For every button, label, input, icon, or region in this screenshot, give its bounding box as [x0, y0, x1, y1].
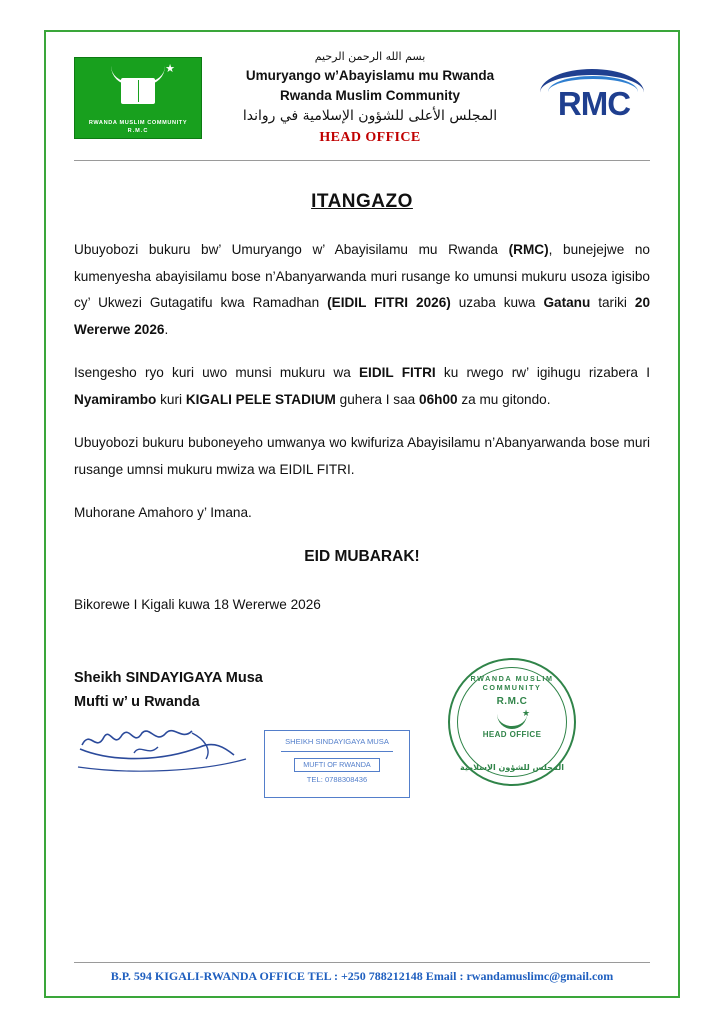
stamp-star-icon: ★ [522, 707, 531, 718]
rectangular-signature-stamp [264, 730, 410, 798]
org-name-kinyarwanda: Umuryango w’Abayislamu mu Rwanda [245, 68, 495, 84]
rmc-emblem-logo [74, 57, 202, 139]
letterhead-text-block [208, 50, 532, 145]
official-round-stamp [448, 658, 576, 786]
emblem-top-text: RWANDA MUSLIM COMMUNITY [88, 120, 188, 126]
rmc-wordmark-text: RMC [557, 85, 631, 122]
star-icon: ★ [165, 63, 175, 75]
emblem-bottom-text: R.M.C [127, 128, 149, 134]
rect-stamp-line-2: MUFTI OF RWANDA [294, 758, 379, 772]
rmc-wordmark-logo [538, 67, 650, 129]
letterhead-footer [74, 962, 650, 984]
rect-stamp-divider [281, 751, 393, 752]
org-name-english: Rwanda Muslim Community [279, 88, 460, 103]
open-book-icon [121, 78, 155, 104]
place-and-date: Bikorewe I Kigali kuwa 18 Wererwe 2026 [74, 596, 321, 612]
page-content [44, 28, 680, 996]
head-office-label: HEAD OFFICE [319, 129, 421, 145]
eid-greeting: EID MUBARAK! [304, 547, 420, 565]
rect-stamp-line-3: TEL: 0788308436 [306, 774, 368, 784]
logo-left-container [74, 57, 208, 139]
paragraph-2: Isengesho ryo kuri uwo munsi mukuru wa EIDIL FITRI ku rwego rw’ igihugu rizabera I Nyamirambo kuri KIGALI PELE STADIUM guhera I saa 06h00 za mu gitondo. [74, 365, 650, 407]
logo-right-container [532, 67, 650, 129]
footer-contact-text: B.P. 594 KIGALI-RWANDA OFFICE TEL : +250 788212148 Email : rwandamuslimc@gmail.com [110, 969, 614, 983]
org-name-arabic: المجلس الأعلى للشؤون الإسلامية في رواندا [242, 107, 498, 124]
signatory-name: Sheikh SINDAYIGAYA Musa [74, 669, 263, 686]
signature-block [74, 666, 650, 816]
basmala-line: بسم الله الرحمن الرحيم [314, 50, 426, 64]
page-title: ITANGAZO [311, 191, 413, 212]
stamp-arc-top-text: RWANDA MUSLIM COMMUNITY [470, 673, 554, 692]
stamp-center-text: R.M.C [496, 695, 528, 707]
paragraph-4: Muhorane Amahoro y’ Imana. [74, 505, 252, 520]
signatory-title: Mufti w’ u Rwanda [74, 694, 200, 711]
stamp-head-office-text: HEAD OFFICE [482, 729, 542, 739]
rect-stamp-line-1: SHEIKH SINDAYIGAYA MUSA [285, 736, 389, 746]
paragraph-3: Ubuyobozi bukuru buboneyeho umwanya wo kwifuriza Abayisilamu n’Abanyarwanda bose muri rusange umnsi mukuru mwiza wa EIDIL FITRI. [74, 435, 650, 477]
footer-divider [74, 962, 650, 963]
header-divider [74, 160, 650, 161]
letterhead-header [74, 44, 650, 152]
paragraph-1: Ubuyobozi bukuru bw’ Umuryango w’ Abayisilamu mu Rwanda (RMC), bunejejwe no kumenyesha abayisilamu bose n’Abanyarwanda muri rusange ko umunsi mukuru usoza igisibo cy’ Ukwezi Gutagatifu kwa Ramadhan (EIDIL FITRI 2026) uzaba kuwa Gatanu tariki 20 Wererwe 2026. [74, 242, 651, 337]
stamp-arc-bottom-text: المجلس للشؤون الإسلامية [460, 762, 564, 772]
